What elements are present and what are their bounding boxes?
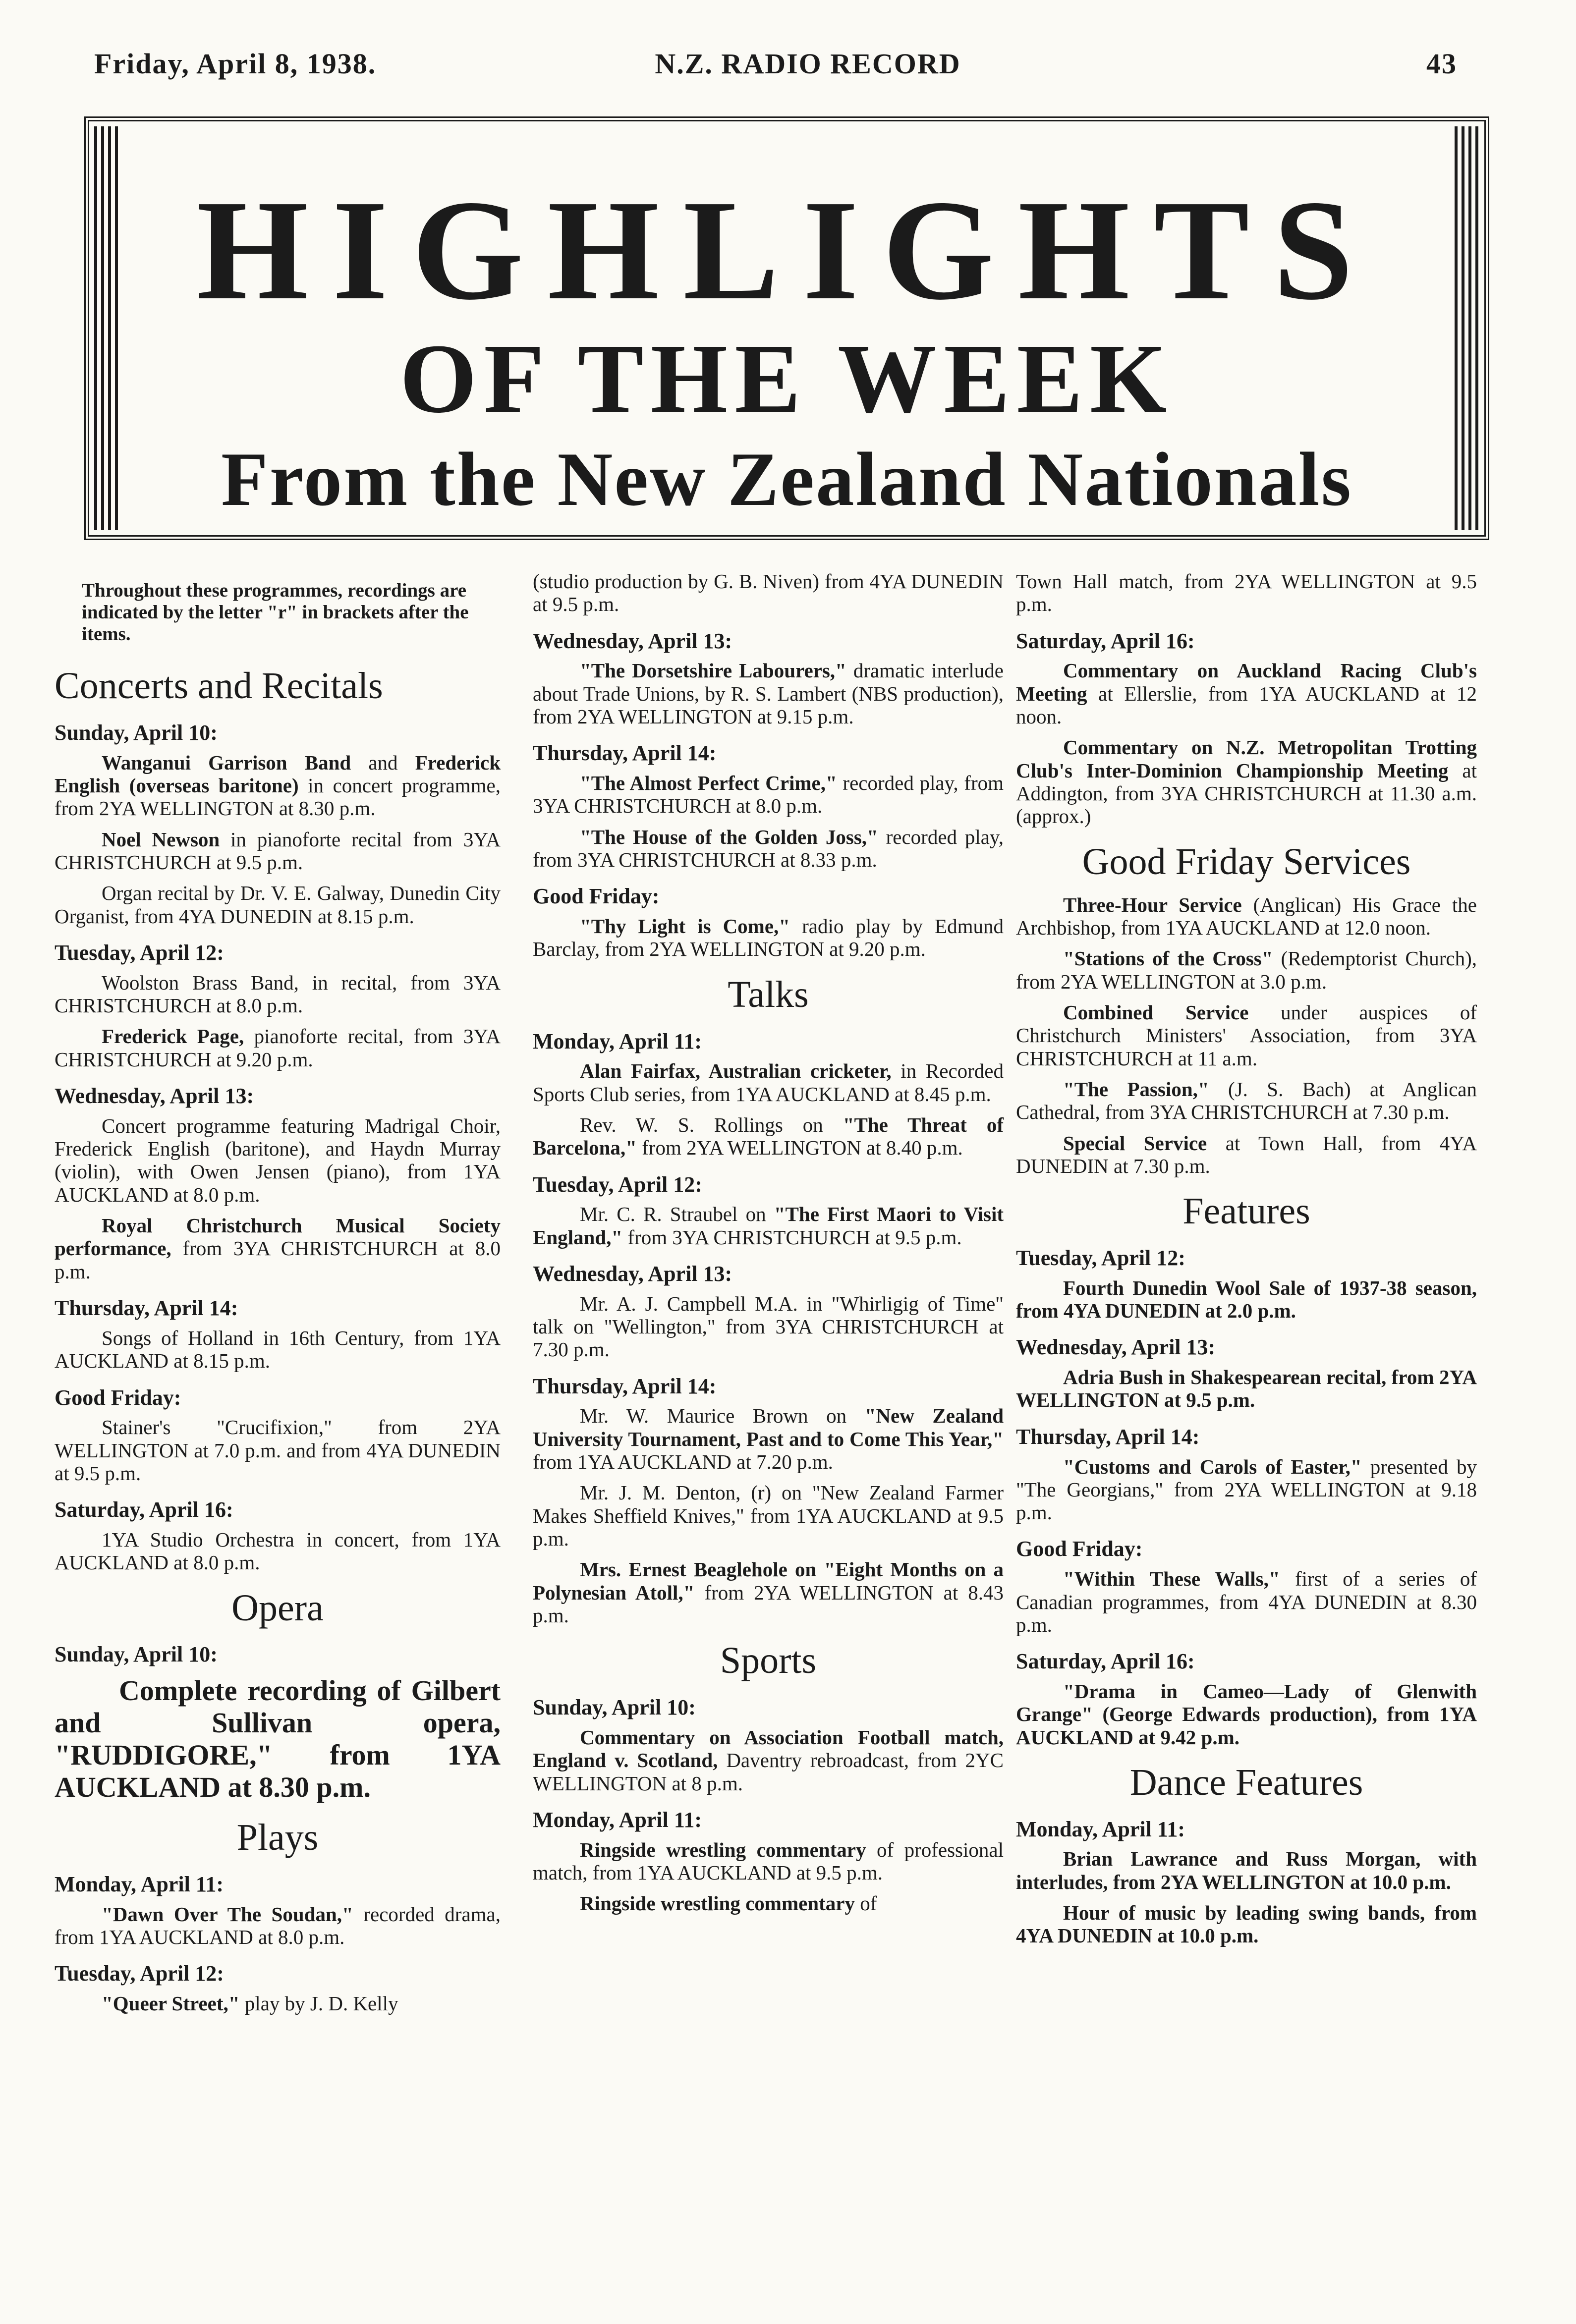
day-heading: Monday, April 11:: [55, 1872, 224, 1896]
day-heading: Sunday, April 10:: [55, 720, 218, 745]
listing-item: Commentary on N.Z. Metropolitan Trotting Club's Inter-Dominion Championship Meeting at Addington, from 3YA CHRISTCHURCH at 11.30 a.m. (approx.): [1016, 736, 1477, 828]
day-heading: Wednesday, April 13:: [55, 1084, 254, 1108]
masthead-tagline: From the New Zealand Nationals: [221, 437, 1352, 522]
listing-item: Three-Hour Service (Anglican) His Grace the Archbishop, from 1YA AUCKLAND at 12.0 noon.: [1016, 893, 1477, 939]
listing-item: "Within These Walls," first of a series of Canadian programmes, from 4YA DUNEDIN at 8.30 p.m.: [1016, 1567, 1477, 1636]
section-heading-sports: Sports: [720, 1640, 817, 1682]
listing-item: Alan Fairfax, Australian cricketer, in Recorded Sports Club series, from 1YA AUCKLAND at 8.45 p.m.: [533, 1059, 1004, 1106]
section-heading-talks: Talks: [728, 973, 809, 1015]
day-heading: Good Friday:: [55, 1385, 181, 1410]
section-heading-features: Features: [1182, 1190, 1310, 1232]
listing-item: Mr. C. R. Straubel on "The First Maori to Visit England," from 3YA CHRISTCHURCH at 9.5 p.m.: [533, 1203, 1004, 1249]
listing-item: "The Passion," (J. S. Bach) at Anglican Cathedral, from 3YA CHRISTCHURCH at 7.30 p.m.: [1016, 1077, 1477, 1124]
day-heading: Wednesday, April 13:: [533, 1262, 732, 1286]
day-heading: Monday, April 11:: [533, 1029, 702, 1053]
listing-item: Mr. A. J. Campbell M.A. in "Whirligig of Time" talk on "Wellington," from 3YA CHRISTCHURCH at 7.30 p.m.: [533, 1292, 1004, 1361]
listing-item: "Queer Street," play by J. D. Kelly: [102, 1992, 398, 2015]
day-heading: Good Friday:: [1016, 1537, 1143, 1561]
listing-item: Songs of Holland in 16th Century, from 1YA AUCKLAND at 8.15 p.m.: [55, 1326, 501, 1373]
recordings-note: Throughout these programmes, recordings are indicated by the letter "r" in brackets after the items.: [82, 580, 469, 645]
listing-item: Hour of music by leading swing bands, from 4YA DUNEDIN at 10.0 p.m.: [1016, 1901, 1477, 1947]
day-heading: Wednesday, April 13:: [1016, 1335, 1216, 1360]
day-heading: Monday, April 11:: [533, 1808, 702, 1832]
listing-item: Wanganui Garrison Band and Frederick English (overseas baritone) in concert programme, from 2YA WELLINGTON at 8.30 p.m.: [55, 751, 501, 820]
section-heading-dance-features: Dance Features: [1129, 1761, 1363, 1803]
listing-item: "Drama in Cameo—Lady of Glenwith Grange" (George Edwards production), from 1YA AUCKLAND at 9.42 p.m.: [1016, 1679, 1477, 1749]
listing-item: "Stations of the Cross" (Redemptorist Church), from 2YA WELLINGTON at 3.0 p.m.: [1016, 947, 1477, 993]
column-3: [1016, 570, 1477, 2314]
listing-item: Fourth Dunedin Wool Sale of 1937-38 season, from 4YA DUNEDIN at 2.0 p.m.: [1016, 1276, 1477, 1323]
day-heading: Monday, April 11:: [1016, 1817, 1185, 1841]
issue-date: Friday, April 8, 1938.: [94, 48, 377, 80]
listing-item: Adria Bush in Shakespearean recital, from 2YA WELLINGTON at 9.5 p.m.: [1016, 1366, 1477, 1412]
day-heading: Tuesday, April 12:: [533, 1172, 702, 1197]
section-heading-plays: Plays: [236, 1816, 319, 1858]
listing-item: Woolston Brass Band, in recital, from 3YA CHRISTCHURCH at 8.0 p.m.: [55, 971, 501, 1017]
day-heading: Saturday, April 16:: [1016, 1649, 1195, 1674]
day-heading: Thursday, April 14:: [533, 1374, 717, 1398]
day-heading: Sunday, April 10:: [55, 1642, 218, 1667]
section-heading-opera: Opera: [231, 1587, 324, 1629]
listing-item: Combined Service under auspices of Christchurch Ministers' Association, from 3YA CHRISTCHURCH at 11 a.m.: [1016, 1000, 1477, 1070]
listing-item: Organ recital by Dr. V. E. Galway, Dunedin City Organist, from 4YA DUNEDIN at 8.15 p.m.: [55, 882, 501, 928]
featured-listing: Complete recording of Gilbert and Sullivan opera, "RUDDIGORE," from 1YA AUCKLAND at 8.30 p.m.: [55, 1674, 501, 1804]
publication-name: N.Z. RADIO RECORD: [655, 48, 961, 80]
day-heading: Good Friday:: [533, 884, 660, 909]
section-heading-good-friday-services: Good Friday Services: [1082, 840, 1411, 883]
listing-item: Ringside wrestling commentary of: [580, 1892, 877, 1915]
day-heading: Thursday, April 14:: [533, 741, 717, 766]
masthead-banner: [84, 116, 1489, 540]
masthead-title: HIGHLIGHTS: [196, 170, 1377, 330]
section-heading-concerts: Concerts and Recitals: [55, 665, 383, 707]
listing-item: Commentary on Association Football match, England v. Scotland, Daventry rebroadcast, from 2YC WELLINGTON at 8 p.m.: [533, 1726, 1004, 1795]
listing-item: Royal Christchurch Musical Society performance, from 3YA CHRISTCHURCH at 8.0 p.m.: [55, 1214, 501, 1283]
listing-item: Commentary on Auckland Racing Club's Meeting at Ellerslie, from 1YA AUCKLAND at 12 noon.: [1016, 659, 1477, 728]
day-heading: Sunday, April 10:: [533, 1695, 696, 1720]
day-heading: Thursday, April 14:: [1016, 1424, 1200, 1449]
day-heading: Saturday, April 16:: [1016, 628, 1195, 653]
day-heading: Thursday, April 14:: [55, 1296, 238, 1321]
listing-item: "The House of the Golden Joss," recorded play, from 3YA CHRISTCHURCH at 8.33 p.m.: [533, 825, 1004, 872]
listing-item: Rev. W. S. Rollings on "The Threat of Barcelona," from 2YA WELLINGTON at 8.40 p.m.: [533, 1113, 1004, 1160]
page-number: 43: [1426, 48, 1457, 80]
listing-item: "Customs and Carols of Easter," presented by "The Georgians," from 2YA WELLINGTON at 9.18 p.m.: [1016, 1455, 1477, 1524]
day-heading: Tuesday, April 12:: [1016, 1246, 1185, 1271]
listing-item: "Dawn Over The Soudan," recorded drama, from 1YA AUCKLAND at 8.0 p.m.: [55, 1902, 501, 1948]
listing-item: Frederick Page, pianoforte recital, from 3YA CHRISTCHURCH at 9.20 p.m.: [55, 1025, 501, 1071]
listing-item: "The Almost Perfect Crime," recorded play, from 3YA CHRISTCHURCH at 8.0 p.m.: [533, 772, 1004, 818]
listing-item: "Thy Light is Come," radio play by Edmund Barclay, from 2YA WELLINGTON at 9.20 p.m.: [533, 915, 1004, 961]
listing-item-continued: (studio production by G. B. Niven) from 4YA DUNEDIN at 9.5 p.m.: [533, 570, 1004, 616]
column-1: [55, 570, 501, 2314]
listing-item-continued: Town Hall match, from 2YA WELLINGTON at 9.5 p.m.: [1016, 570, 1477, 616]
listing-item: Concert programme featuring Madrigal Choir, Frederick English (baritone), and Haydn Murray (violin), with Owen Jensen (piano), from 1YA AUCKLAND at 8.0 p.m.: [55, 1114, 501, 1206]
listing-item: Noel Newson in pianoforte recital from 3YA CHRISTCHURCH at 9.5 p.m.: [55, 828, 501, 874]
day-heading: Tuesday, April 12:: [55, 1961, 224, 1986]
listing-item: Ringside wrestling commentary of professional match, from 1YA AUCKLAND at 9.5 p.m.: [533, 1838, 1004, 1884]
listing-item: Mr. W. Maurice Brown on "New Zealand University Tournament, Past and to Come This Year," from 1YA AUCKLAND at 7.20 p.m.: [533, 1404, 1004, 1474]
masthead-subtitle: OF THE WEEK: [399, 324, 1174, 434]
day-heading: Tuesday, April 12:: [55, 941, 224, 965]
listing-item: Mrs. Ernest Beaglehole on "Eight Months on a Polynesian Atoll," from 2YA WELLINGTON at 8.43 p.m.: [533, 1558, 1004, 1627]
listing-item: Special Service at Town Hall, from 4YA DUNEDIN at 7.30 p.m.: [1016, 1131, 1477, 1177]
listing-item: "The Dorsetshire Labourers," dramatic interlude about Trade Unions, by R. S. Lambert (NBS production), from 2YA WELLINGTON at 9.15 p.m.: [533, 659, 1004, 728]
column-2: [533, 570, 1004, 2314]
running-head: [89, 47, 1457, 92]
listing-item: Mr. J. M. Denton, (r) on "New Zealand Farmer Makes Sheffield Knives," from 1YA AUCKLAND at 9.5 p.m.: [533, 1481, 1004, 1550]
day-heading: Saturday, April 16:: [55, 1497, 233, 1522]
day-heading: Wednesday, April 13:: [533, 628, 732, 653]
listing-item: Stainer's "Crucifixion," from 2YA WELLINGTON at 7.0 p.m. and from 4YA DUNEDIN at 9.5 p.m.: [55, 1416, 501, 1485]
listing-item: Brian Lawrance and Russ Morgan, with interludes, from 2YA WELLINGTON at 10.0 p.m.: [1016, 1847, 1477, 1893]
listing-item: 1YA Studio Orchestra in concert, from 1YA AUCKLAND at 8.0 p.m.: [55, 1528, 501, 1574]
